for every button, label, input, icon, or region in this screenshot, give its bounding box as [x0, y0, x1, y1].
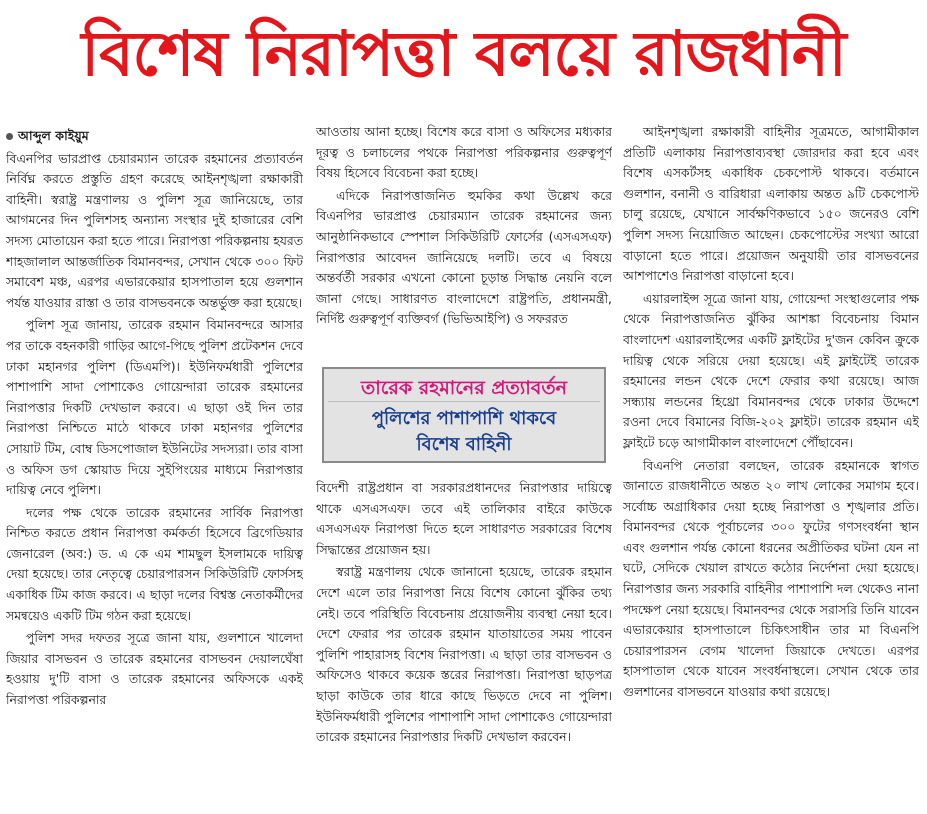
paragraph: এদিকে নিরাপত্তাজনিত হুমকির কথা উল্লেখ করে বিএনপির ভারপ্রাপ্ত চেয়ারম্যান তারেক রহমানের জন্য আনুষ্ঠানিকভাবে স্পেশাল সিকিউরিটি ফোর্সের (এসএসএফ) নিরাপত্তার আবেদন জানিয়েছে দলটি। তবে এ বিষয়ে অন্তর্বর্তী সরকার এখনো কোনো চূড়ান্ত সিদ্ধান্ত নেয়নি বলে জানা গেছে। সাধারণত বাংলাদেশে রাষ্ট্রপতি, প্রধানমন্ত্রী, নির্দিষ্ট গুরুত্বপূর্ণ ব্যক্তিবর্গ (ভিভিআইপি) ও সফররত: [316, 187, 612, 327]
pull-quote-subtitle-line2: বিশেষ বাহিনী: [416, 434, 512, 455]
paragraph: আইনশৃঙ্খলা রক্ষাকারী বাহিনীর সূত্রমতে, আগামীকাল প্রতিটি এলাকায় নিরাপত্তাব্যবস্থা জোরদার করা হবে এবং বিশেষ এসকর্টসহ একাধিক চেকপোস্ট থাকবে। বর্তমানে গুলশান, বনানী ও বারিধারা এলাকায় অন্তত ৯টি চেকপোস্ট চালু রয়েছে, যেখানে সার্বক্ষণিকভাবে ১৫০ জনেরও বেশি পুলিশ সদস্য নিয়োজিত আছেন। চেকপোস্টের সংখ্যা আরো বাড়ানো হতে পারে। প্রয়োজন অনুযায়ী তার বাসভবনের আশপাশেও নিরাপত্তা বাড়ানো হবে।: [623, 124, 919, 284]
pull-quote-title: তারেক রহমানের প্রত্যাবর্তন: [328, 369, 600, 402]
paragraph: বিএনপির ভারপ্রাপ্ত চেয়ারম্যান তারেক রহমানের প্রত্যাবর্তন নির্বিঘ্ন করতে প্রস্তুতি গ্রহণ করেছে আইনশৃঙ্খলা রক্ষাকারী বাহিনী। স্বরাষ্ট্র মন্ত্রণালয় ও পুলিশ সূত্র জানিয়েছে, তার আগমনের দিন পুলিশসহ অন্যান্য সংস্থার দুই হাজারের বেশি সদস্য মোতায়েন করা হতে পারে। নিরাপত্তা পরিকল্পনায় হযরত শাহজালাল আন্তর্জাতিক বিমানবন্দর, সেখান থেকে ৩০০ ফিট সমাবেশ মঞ্চ, এরপর এভারকেয়ার হাসপাতাল হয়ে গুলশান পর্যন্ত যাওয়ার রাস্তা ও তার বাসভবনকে অন্তর্ভুক্ত করা হয়েছে।: [6, 150, 303, 310]
byline: [6, 126, 303, 147]
pull-quote-frame: [322, 367, 606, 463]
pull-quote-box: [316, 367, 612, 467]
paragraph: এয়ারলাইন্স সূত্রে জানা যায়, গোয়েন্দা সংস্থাগুলোর পক্ষ থেকে নিরাপত্তাজনিত ঝুঁকির আশঙ্কা বিবেচনায় বিমান বাংলাদেশ এয়ারলাইন্সের একটি ফ্লাইটের দু'জন কেবিন ক্রুকে দায়িত্ব থেকে সরিয়ে দেয়া হয়েছে। এই ফ্লাইটেই তারেক রহমানের লন্ডন থেকে দেশে ফেরার কথা রয়েছে। আজ সন্ধ্যায় লন্ডনের হিথ্রো বিমানবন্দর থেকে ঢাকার উদ্দেশে রওনা দেবে বিমানের বিজি-২০২ ফ্লাইট। তারেক রহমান এই ফ্লাইটে চড়ে আগামীকাল বাংলাদেশে পৌঁছাবেন।: [623, 290, 919, 450]
paragraph: আওতায় আনা হচ্ছে। বিশেষ করে বাসা ও অফিসের মধ্যকার দূরত্ব ও চলাচলের পথকে নিরাপত্তা পরিকল্পনার গুরুত্বপূর্ণ বিষয় হিসেবে বিবেচনা করা হচ্ছে।: [316, 124, 612, 181]
paragraph: পুলিশ সূত্র জানায়, তারেক রহমান বিমানবন্দরে আসার পর তাকে বহনকারী গাড়ির আগে-পিছে পুলিশ প্রটেকশন দেবে ঢাকা মহানগর পুলিশ (ডিএমপি)। ইউনিফর্মধারী পুলিশের পাশাপাশি সাদা পোশাকেও গোয়েন্দারা তারেক রহমানের নিরাপত্তার দিকটি দেখভাল করবে। এ ছাড়া ওই দিন তার নিরাপত্তা নিশ্চিতে মাঠে থাকবে ঢাকা মহানগর পুলিশের সোয়াট টিম, বোম্ব ডিসপোজাল ইউনিটের সদস্যরা। তার বাসা ও অফিস ডগ স্কোয়াড দিয়ে সুইপিংয়ের মাধ্যমে নিরাপত্তার দায়িত্ব নেবে পুলিশ।: [6, 317, 303, 498]
byline-author: আব্দুল কাইয়ুম: [18, 128, 89, 143]
paragraph: বিএনপি নেতারা বলছেন, তারেক রহমানকে স্বাগত জানাতে রাজধানীতে অন্তত ২০ লাখ লোকের সমাগম হবে। সর্বোচ্চ অগ্রাধিকার দেয়া হচ্ছে নিরাপত্তা ও শৃঙ্খলার প্রতি। বিমানবন্দর থেকে পূর্বাচলের ৩০০ ফুটের গণসংবর্ধনা স্থান এবং গুলশান পর্যন্ত কোনো ধরনের অপ্রীতিকর ঘটনা যেন না ঘটে, সেদিকে খেয়াল রাখতে কঠোর নির্দেশনা দেয়া হয়েছে। নিরাপত্তার জন্য সরকারি বাহিনীর পাশাপাশি দল থেকেও নানা পদক্ষেপ নেয়া হয়েছে। বিমানবন্দর থেকে সরাসরি তিনি যাবেন এভারকেয়ার হাসপাতালে চিকিৎসাধীন তার মা বিএনপি চেয়ারপারসন বেগম খালেদা জিয়াকে দেখতে। এরপর হাসপাতাল থেকে যাবেন সংবর্ধনাস্থলে। সেখান থেকে তার গুলশানের বাসভবনে যাওয়ার কথা রয়েছে।: [623, 457, 919, 700]
paragraph: স্বরাষ্ট্র মন্ত্রণালয় থেকে জানানো হয়েছে, তারেক রহমান দেশে এলে তার নিরাপত্তা নিয়ে বিশেষ কোনো ঝুঁকির তথ্য নেই। তবে পরিস্থিতি বিবেচনায় প্রয়োজনীয় ব্যবস্থা নেয়া হবে। দেশে ফেরার পর তারেক রহমান যাতায়াতের সময় পাবেন পুলিশি পাহারাসহ বিশেষ নিরাপত্তা। এ ছাড়া তার বাসভবন ও অফিসেও থাকবে কয়েক স্তরের নিরাপত্তা। নিরাপত্তা ছাড়পত্র ছাড়া কাউকে তার ধারে কাছে ভিড়তে দেবে না পুলিশ। ইউনিফর্মধারী পুলিশের পাশাপাশি সাদা পোশাকেও গোয়েন্দারা তারেক রহমানের নিরাপত্তার দিকটি দেখভাল করবেন।: [316, 564, 612, 745]
article-column-2-top: [316, 122, 612, 364]
paragraph: দলের পক্ষ থেকে তারেক রহমানের সার্বিক নিরাপত্তা নিশ্চিত করতে প্রধান নিরাপত্তা কর্মকর্তা হিসেবে ব্রিগেডিয়ার জেনারেল (অব:) ড. এ কে এম শামছুল ইসলামকে দায়িত্ব দেয়া হয়েছে। তার নেতৃত্বে চেয়ারপারসন সিকিউরিটি ফোর্সসহ একাধিক টিম কাজ করবে। এ ছাড়া দলের বিশ্বস্ত নেতাকর্মীদের সমন্বয়েও একটি টিম গঠন করা হয়েছে।: [6, 504, 303, 623]
headline: বিশেষ নিরাপত্তা বলয়ে রাজধানী: [81, 17, 846, 90]
pull-quote-subtitle-line1: পুলিশের পাশাপাশি থাকবে: [371, 408, 557, 429]
article-column-2-bottom: [316, 478, 612, 806]
article-column-1: [6, 118, 303, 806]
bullet-icon: [6, 133, 13, 140]
paragraph: পুলিশ সদর দফতর সূত্রে জানা যায়, গুলশানে খালেদা জিয়ার বাসভবন ও তারেক রহমানের বাসভবন দেয়ালঘেঁষা হওয়ায় দু'টি বাসা ও তারেক রহমানের অফিসকে একই নিরাপত্তা পরিকল্পনার: [6, 630, 303, 708]
paragraph: বিদেশী রাষ্ট্রপ্রধান বা সরকারপ্রধানদের নিরাপত্তার দায়িত্বে থাকে এসএসএফ। তবে এই তালিকার বাইরে কাউকে এসএসএফ নিরাপত্তা দিতে হলে সাধারণত সরকারের বিশেষ সিদ্ধান্তের প্রয়োজন হয়।: [316, 480, 612, 557]
article-column-3: [623, 122, 919, 806]
